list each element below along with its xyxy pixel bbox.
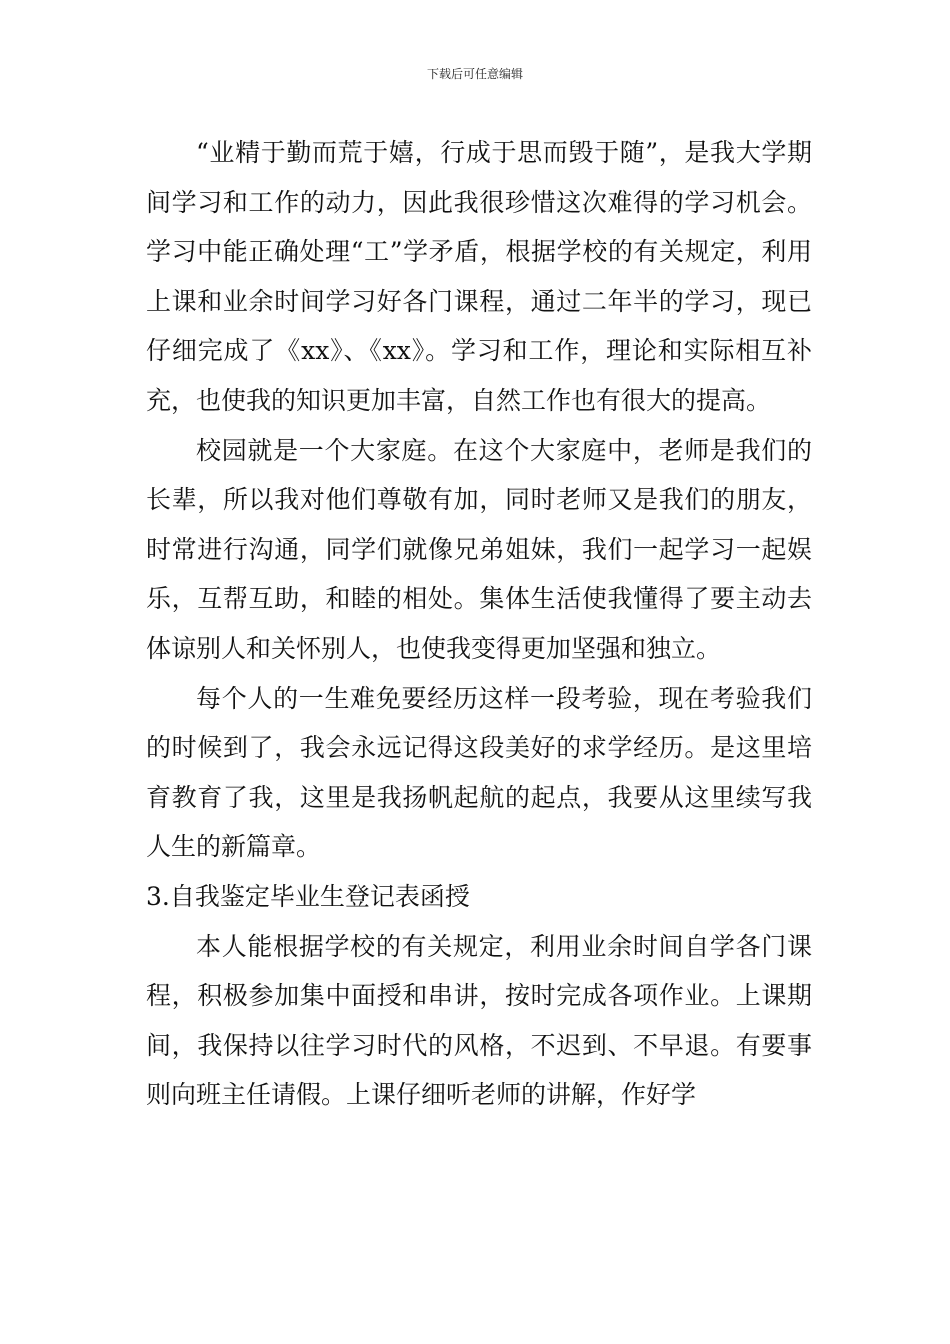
section-heading: 3.自我鉴定毕业生登记表函授 bbox=[146, 881, 470, 911]
document-body bbox=[146, 128, 812, 1120]
page-header: 下载后可任意编辑 bbox=[426, 67, 523, 81]
paragraph-1: “业精于勤而荒于嬉，行成于思而毁于随”，是我大学期间学习和工作的动力，因此我很珍惜这次难得的学习机会。学习中能正确处理“工”学矛盾，根据学校的有关规定，利用上课和业余时间学习好各门课程，通过二年半的学习，现已仔细完成了《xx》、《xx》。学习和工作，理论和实际相互补充，也使我的知识更加丰富，自然工作也有很大的提高。 bbox=[146, 138, 812, 415]
paragraph-2: 校园就是一个大家庭。在这个大家庭中，老师是我们的长辈，所以我对他们尊敬有加，同时老师又是我们的朋友，时常进行沟通，同学们就像兄弟姐妹，我们一起学习一起娱乐，互帮互助，和睦的相处。集体生活使我懂得了要主动去体谅别人和关怀别人，也使我变得更加坚强和独立。 bbox=[146, 435, 812, 663]
paragraph-3: 每个人的一生难免要经历这样一段考验，现在考验我们的时候到了，我会永远记得这段美好的求学经历。是这里培育教育了我，这里是我扬帆起航的起点，我要从这里续写我人生的新篇章。 bbox=[146, 683, 812, 862]
paragraph-4: 本人能根据学校的有关规定，利用业余时间自学各门课程，积极参加集中面授和串讲，按时完成各项作业。上课期间，我保持以往学习时代的风格，不迟到、不早退。有要事则向班主任请假。上课仔细听老师的讲解，作好学 bbox=[146, 931, 812, 1110]
